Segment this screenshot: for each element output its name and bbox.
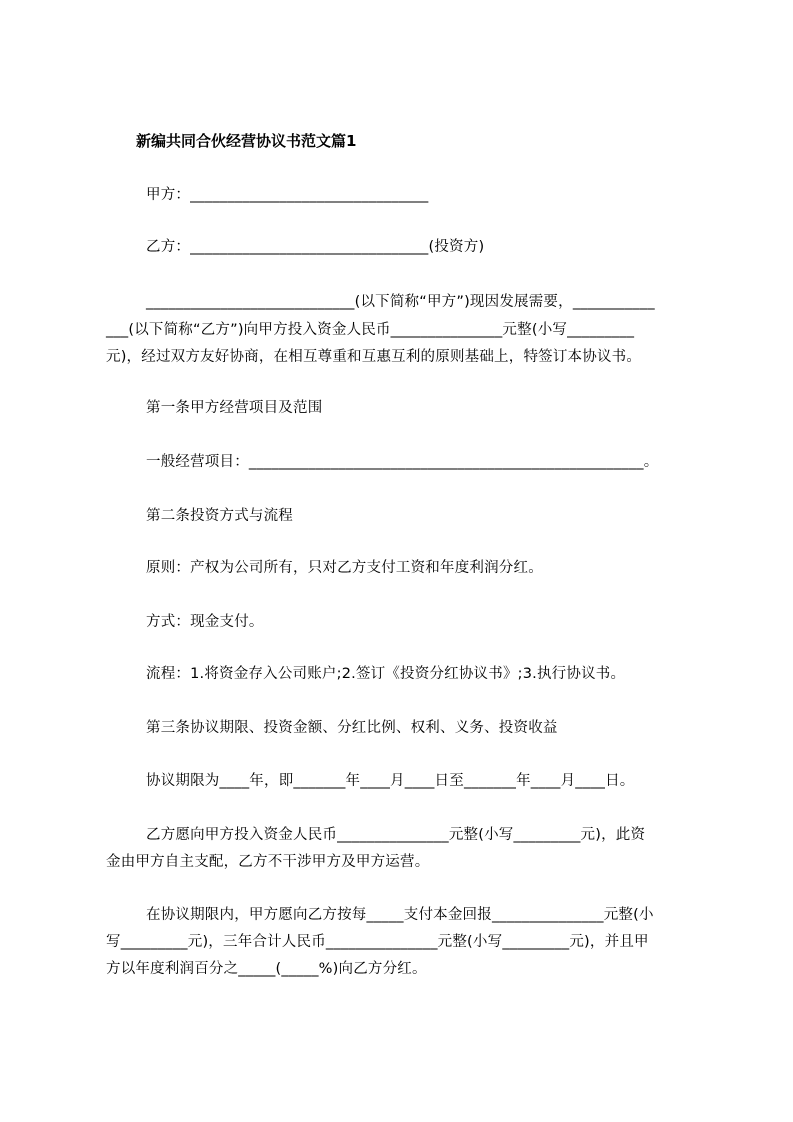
intro-line-1: ____________________________(以下简称“甲方”)现因发展需要，___________ [146, 294, 655, 310]
article-3-return-line-3: 方以年度利润百分之_____(_____%)向乙方分红。 [106, 961, 427, 977]
intro-line-3: 元)，经过双方友好协商，在相互尊重和互惠互利的原则基础上，特签订本协议书。 [106, 349, 642, 365]
article-1-scope: 一般经营项目：_____________________________________________________。 [146, 454, 659, 470]
intro-line-2: ___(以下简称“乙方”)向甲方投入资金人民币_______________元整(小写_________ [106, 322, 635, 338]
page-title: 新编共同合伙经营协议书范文篇1 [136, 132, 357, 150]
article-3-heading: 第三条协议期限、投资金额、分红比例、权利、义务、投资收益 [146, 720, 558, 736]
party-a-line: 甲方：________________________________ [146, 187, 429, 203]
article-3-term: 协议期限为____年，即_______年____月____日至_______年____月____日。 [146, 773, 635, 789]
party-b-line: 乙方：________________________________(投资方) [146, 239, 485, 255]
article-2-method: 方式：现金支付。 [146, 614, 264, 630]
article-2-principle: 原则：产权为公司所有，只对乙方支付工资和年度利润分红。 [146, 560, 543, 576]
article-2-process: 流程：1.将资金存入公司账户;2.签订《投资分红协议书》;3.执行协议书。 [146, 666, 626, 682]
article-3-invest-line-2: 金由甲方自主支配，乙方不干涉甲方及甲方运营。 [106, 854, 430, 870]
article-3-return-line-2: 写_________元)，三年合计人民币_______________元整(小写_________元)，并且甲 [106, 934, 649, 950]
article-2-heading: 第二条投资方式与流程 [146, 508, 293, 524]
article-3-return-line-1: 在协议期限内，甲方愿向乙方按每_____支付本金回报_______________元整(小 [146, 907, 654, 923]
article-3-invest-line-1: 乙方愿向甲方投入资金人民币_______________元整(小写_________元)，此资 [146, 827, 646, 843]
article-1-heading: 第一条甲方经营项目及范围 [146, 400, 323, 416]
